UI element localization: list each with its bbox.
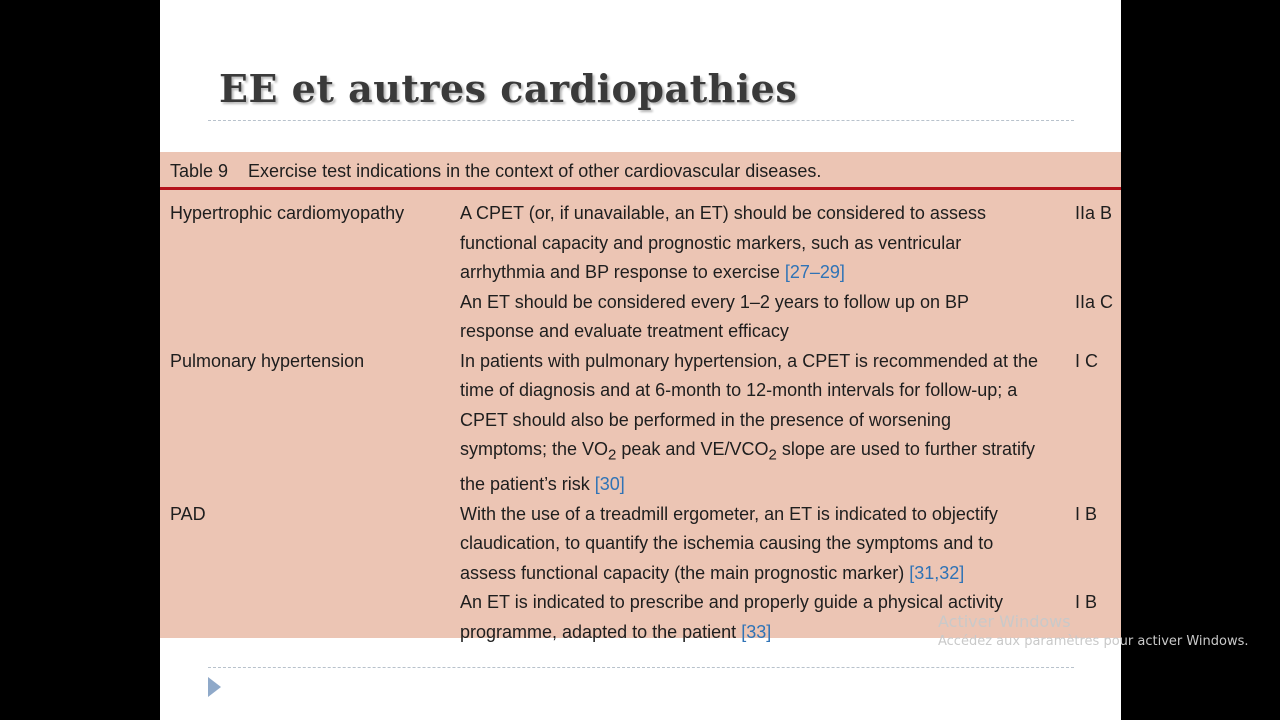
table-caption [160, 152, 1121, 190]
class-level-cell: I B [1075, 592, 1098, 613]
table-row [160, 199, 1121, 288]
watermark-title: Activer Windows [938, 612, 1071, 631]
recommendation-text: With the use of a treadmill ergometer, an ET is indicated to objectify claudication, to quantify the ischemia causing the symptoms and to assess functional capacity (the main prognostic marker) [460, 503, 998, 583]
class-level-cell: I B [1075, 503, 1098, 524]
table-row [160, 347, 1121, 500]
condition-cell: PAD [170, 503, 206, 524]
indications-table [160, 152, 1121, 642]
table-body [160, 190, 1121, 647]
class-level-cell: IIa C [1075, 291, 1114, 312]
reference-link[interactable]: [33] [741, 621, 772, 642]
condition-cell: Pulmonary hypertension [170, 350, 365, 371]
subscript: 2 [608, 446, 617, 464]
reference-link[interactable]: [30] [594, 474, 625, 495]
class-level-cell: IIa B [1075, 203, 1113, 223]
recommendation-text: An ET should be considered every 1–2 years to follow up on BP response and evaluate treatment efficacy [460, 291, 969, 341]
recommendation-cell [460, 199, 1040, 288]
recommendation-cell [460, 347, 1040, 500]
title-divider [208, 120, 1074, 121]
slide-title: EE et autres cardiopathies [219, 66, 798, 111]
reference-link[interactable]: [27–29] [784, 262, 845, 282]
recommendation-text: In patients with pulmonary hypertension, a CPET is recommended at the time of diagnosis and at 6-month to 12-month intervals for follow-up; a CPET should also be performed in the presence of worsening symptoms; the VO [460, 350, 1038, 459]
footer-divider [208, 667, 1074, 668]
recommendation-cell [460, 500, 1040, 589]
recommendation-text: slope are used to further stratify the patient’s risk [460, 439, 1035, 495]
windows-activation-watermark [938, 612, 1249, 652]
reference-link[interactable]: [31,32] [909, 562, 965, 583]
condition-cell: Hypertrophic cardiomyopathy [170, 203, 405, 223]
subscript: 2 [768, 446, 777, 464]
table-caption-label: Table 9 [170, 161, 229, 181]
triangle-right-icon[interactable] [208, 677, 221, 697]
table-caption-text: Exercise test indications in the context of other cardiovascular diseases. [248, 161, 822, 181]
class-level-cell: I C [1075, 350, 1099, 371]
table-row [160, 500, 1121, 589]
watermark-subtitle: Accédez aux paramètres pour activer Windows. [938, 634, 1249, 649]
recommendation-cell [460, 288, 1040, 347]
table-row [160, 288, 1121, 347]
recommendation-text: A CPET (or, if unavailable, an ET) should be considered to assess functional capacity and prognostic markers, such as ventricular arrhythmia and BP response to exercise [460, 203, 986, 282]
recommendation-text: peak and VE/VCO [616, 439, 769, 459]
recommendation-text: An ET is indicated to prescribe and properly guide a physical activity programme, adapted to the patient [460, 592, 1003, 642]
